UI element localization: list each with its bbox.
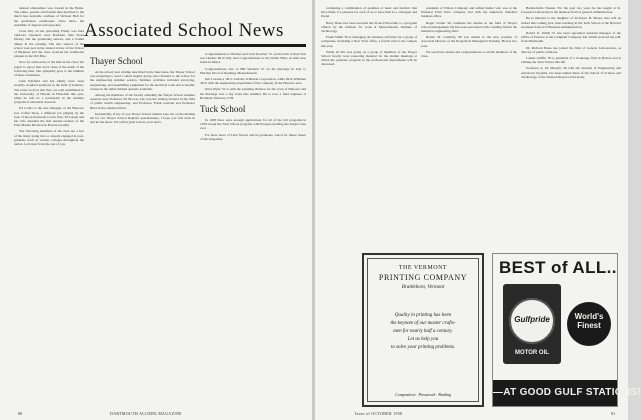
left-col1-para-2: Class Day on the preceding Friday was held outdoors. Speakers were President John Sloan Dickey and the graduating seniors, and a formal dinner in the evening. The new seniors of the school took part in the annual review of the School of Business and the class received the traditional plaques in the Old Pine. (14, 29, 84, 59)
right-column-2 (421, 6, 517, 244)
left-page (0, 0, 313, 420)
right-page-number: 81 (611, 411, 616, 416)
ad-frame (367, 258, 479, 402)
left-col3-para-1: Congratulations to Barbara and Tom Treacher '51 on the birth of their first son Thomas III in July. And congratulations to the Walter Harts on their new home in Ithaca. (200, 52, 306, 65)
left-page-footer: DARTMOUTH ALUMNI MAGAZINE (110, 411, 182, 416)
right-col3-para-3: Robert K. Walsh '51 has been appointed assistant manager of the Office of Finance at the Campbell Company. Mr. Walsh received his A.B. from Dartmouth. (521, 31, 621, 44)
ad-gulf-can-word: MOTOR OIL (515, 350, 549, 356)
right-col1-para-2: Harry Bates has been awarded the Sloan Fellowship to a program offered by the institute for work at Massachusetts Institute of Technology. (321, 20, 417, 34)
right-col1-para-1: containing a combination of qualities of heart and intellect that have made it a pleasure for each of us to have him as a colleague and friend. (321, 6, 417, 19)
right-page-footer: Issue of OCTOBER 1958 (355, 411, 403, 416)
left-col2-para-1: At the school year windup described in the June issue, the Thayer School was preparing to send a small August group who returned to the school for the engineering summer session. Summer activities included surveying, engineering, and assembling equipment for the electrical work and economic classes in the rather limited quarters available. (90, 70, 195, 91)
left-col1-para-3: Now for some news of the men in the class. We regret to report that word came of the death of the following men. Our sympathy goes to the families of these classmates. (14, 60, 84, 78)
ad-vermont-line2: PRINTING COMPANY (378, 273, 468, 282)
ad-gulf-headline: BEST of ALL.. (499, 258, 617, 277)
right-col3-para-1: Burma-India Theater. For the past two years he has taught at St. Lawrence University in the business field of general administration. (521, 6, 621, 15)
right-col3-para-2: He is married to the daughter of Professor B. Moses who will be retired this coming year from teaching in the Tuck School at the Harvard Graduate School of Business Administration. (521, 16, 621, 29)
left-col3-para-2: Congratulations also to Bill Wieland '47 on his marriage in July to Marilyn Wood of Reading, Massachusetts. (200, 66, 306, 75)
left-col2-para-3: Incidentally, if any of you Thayer School alumni were not on the mailing list for our Thayer School Register questionnaire, I hope you will write in and let me know. We will be glad to have your news. (90, 111, 195, 125)
right-col3-para-5: Lennie Griffin '50 is president of a brokerage firm in Boston and is visiting the Tuck School this fall. (521, 56, 621, 65)
ad-gulf-can-brand: Gulfpride (514, 315, 550, 324)
left-col3-tuck-para-1: In 1958 there were enough applications for all of the fall programs in 1959 except the Tuck School program, which began enrolling the largest class ever. (200, 118, 306, 131)
right-col2-para-3: Robert M. Leaming '48 was named to the new position of Associate Director of the Program in Managerial Training. He has two sons. (421, 35, 517, 48)
ad-vermont-body-line: men for nearly half a century. (393, 329, 453, 334)
left-col1-para-6: The following members of the class are a few of the many going into or already engaged in post-graduate work in various colleges throughout the nation. Let's hear from the rest of you. (14, 129, 84, 147)
right-column-3 (521, 6, 621, 244)
right-column-1 (321, 6, 417, 244)
left-col1-para-5: Ed Coallo is the new manager of the Hanover Gas Coffee Shop, a different job judging by the look of his professional Coach Stan, Ed Gauge and his wife attended the first annual reunion of the First Marine Division in Boston recently. (14, 106, 84, 128)
right-col2-para-4: We send best wishes and congratulations to all the members of the class. (421, 49, 517, 59)
left-col3-tuck-para-2: For more news of Tuck School and its graduates, watch for future issues of this magazine. (200, 132, 306, 141)
ad-gulf-bottom-bar: —AT GOOD GULF STATIONS! (493, 380, 617, 406)
ad-vermont-city: Brattleboro, Vermont (401, 285, 445, 290)
left-page-number: 80 (18, 411, 23, 416)
right-col3-para-4: Dr. Richard Bates has joined the firm of Lederle Laboratories, as director of public relations. (521, 45, 621, 54)
ad-gulf-badge-text: World's Finest (574, 312, 604, 330)
right-col2-para-1: president of Wilson Company and Alfred Keller who was at the National Fruit Juice company and with the American Standard business office. (421, 6, 517, 19)
ad-vermont-body-line: Let us help you (407, 337, 439, 342)
section-heading-tuck: Tuck School (200, 104, 246, 115)
vermont-printing-ad (362, 253, 484, 407)
left-col3-para-4: Dave Hyde '51 is with the planning division for the town of Hanover and his marriage was a big event this summer. He is now a field engineer at Bermuda. Hanover, N.H. (200, 87, 306, 100)
left-col1-para-1: desired atmosphere was created in the Bema. The entire, parents and friends then marched to the much less desirable confines of Webster Hall for the graduation ceremonies. Once more, the ensemble of degrees and speeches. (14, 6, 84, 27)
ad-vermont-line1: THE VERMONT (398, 265, 448, 271)
ad-vermont-body-line: Quality in printing has been (394, 313, 452, 318)
oil-can-icon (503, 284, 561, 364)
left-column-3 (200, 52, 306, 406)
section-heading-thayer: Thayer School (90, 56, 143, 66)
ad-vermont-tagline: Composition · Presswork · Binding (395, 392, 451, 397)
right-col1-para-3: Frank Smith '36 is managing the business activities for a group of companies, including a New York office, a fourth visit to the campus this year. (321, 35, 417, 48)
ad-vermont-body-line: the keynote of our master crafts- (390, 321, 456, 326)
worlds-finest-badge-icon (567, 302, 611, 346)
right-col1-para-4: While all this was going on a group of members of the Thayer School faculty were preparing material for the alumni meetings at which the graduate program in the professional departments will be discussed. (321, 49, 417, 67)
ad-vermont-body-line: to solve your printing problems. (390, 345, 456, 350)
left-col2-para-2: Among the members of the faculty attending the Thayer School summer sessions were Professor Ed Brown, who was the visiting lecturer in the field of public health engineering, and Professor Frank Garland and Professor Hurd in the chemical field. (90, 93, 195, 110)
masthead-title: Associated School News (84, 20, 284, 41)
left-column-1 (14, 6, 84, 406)
left-column-2 (90, 52, 195, 406)
left-col1-para-4: John Fairfield and his family have been recently acquired positions in the field of industry. The latest word is that they are well established in the University of Hawaii in Honolulu this year, while he will be a participant in the summer program of education research. (14, 79, 84, 105)
right-col3-para-6: Professor A. M. Murphy '48 with the division of Engineering and Advanced Systems, has been named Dean of the School of Science and Technology of the Western Reserve University. (521, 66, 621, 79)
masthead (84, 20, 306, 46)
masthead-rule (84, 44, 306, 47)
right-col2-para-2: Roger Jordan '49 continues his studies in the field of Thayer School management. He has been associated with a leading firm in the industrial engineering field. (421, 20, 517, 34)
left-col3-para-3: Jim Lawrence '48 is with the Whitman Corporation, while Dick Whitman '48 is with the engineering department of the company in the Hanover area. (200, 77, 306, 86)
gulf-oil-ad (492, 253, 641, 407)
